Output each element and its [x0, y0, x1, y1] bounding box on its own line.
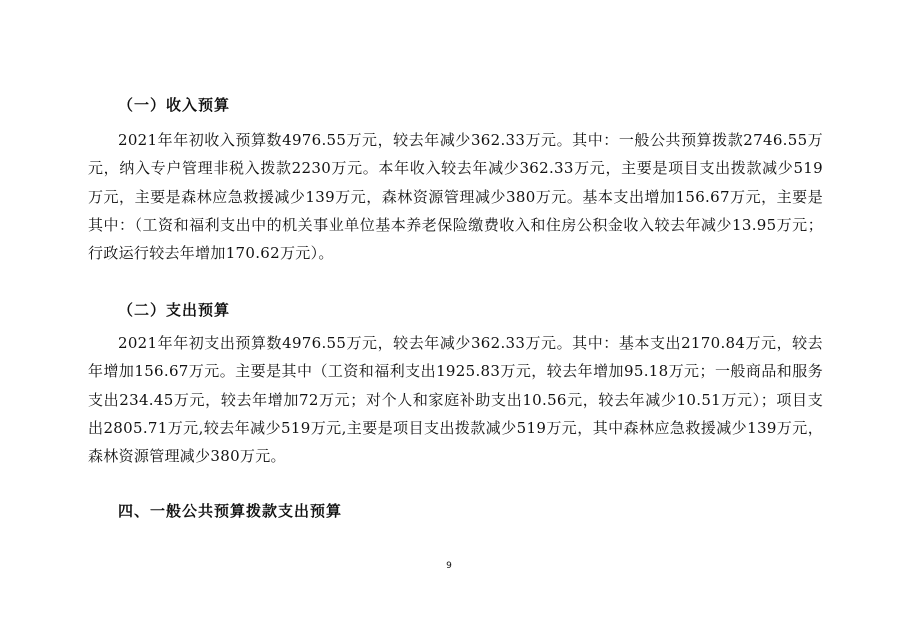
general-public-budget-heading: 四、一般公共预算拨款支出预算 — [118, 502, 343, 520]
income-budget-paragraph: 2021年年初收入预算数4976.55万元，较去年减少362.33万元。其中：一般公共预算拨款2746.55万元，纳入专户管理非税入拨款2230万元。本年收入较去年减少362.33万元，主要是项目支出拨款减少519万元，主要是森林应急救援减少139万元，森林资源管理减少380万元。基本支出增加156.67万元，主要是其中：（工资和福利支出中的机关事业单位基本养老保险缴费收入和住房公积金收入较去年减少13.95万元；行政运行较去年增加170.62万元）。 — [88, 131, 823, 263]
expense-budget-paragraph: 2021年年初支出预算数4976.55万元，较去年减少362.33万元。其中：基本支出2170.84万元，较去年增加156.67万元。主要是其中（工资和福利支出1925.83万元，较去年增加95.18万元；一般商品和服务支出234.45万元，较去年增加72万元；对个人和家庭补助支出10.56元，较去年减少10.51万元）；项目支出2805.71万元,较去年减少519万元,主要是项目支出拨款减少519万元，其中森林应急救援减少139万元，森林资源管理减少380万元。 — [88, 334, 823, 466]
income-budget-heading: （一）收入预算 — [118, 96, 231, 114]
page-number: 9 — [446, 561, 452, 571]
expense-budget-heading: （二）支出预算 — [118, 301, 231, 319]
